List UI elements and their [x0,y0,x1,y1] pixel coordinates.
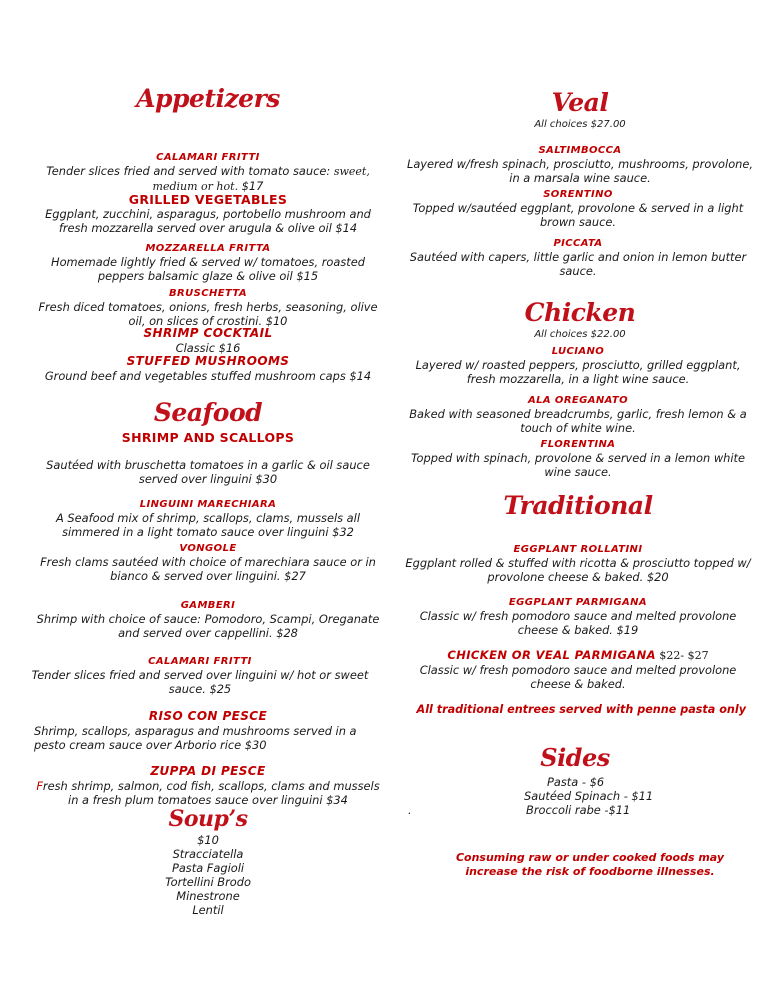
item-desc [30,779,386,807]
traditional-note [400,703,746,717]
item-desc: Fresh clams sautéed with choice of marechiara sauce or in bianco & served over linguini. $27 [40,555,376,583]
appetizer-mozzarella-fritta [30,242,386,283]
penne-pasta-note: All traditional entrees served with penne pasta only [416,703,746,716]
soups-heading: Soup’s [168,806,248,832]
item-desc: Topped with spinach, provolone & served in a lemon white wine sauce. [410,451,746,479]
item-name: LUCIANO [551,346,605,357]
seafood-zuppa-di-pesce [30,764,386,807]
item-desc: Shrimp, scallops, asparagus and mushrooms served in a pesto cream sauce over Arborio rice $30 [34,724,357,752]
soup-item: Pasta Fagioli [171,861,245,875]
seafood-calamari-fritti [30,655,370,696]
traditional-section [400,491,756,521]
item-name: RISO CON PESCE [148,709,268,723]
item-name: ALA OREGANATO [528,395,628,406]
soups-section [30,805,386,917]
sides-section [400,744,750,772]
item-price: $17 [238,179,264,193]
item-desc: Baked with seasoned breadcrumbs, garlic, fresh lemon & a touch of white wine. [409,407,747,435]
seafood-vongole [30,542,386,583]
seafood-linguini-marechiara [30,498,386,539]
seafood-gamberi [30,599,386,640]
appetizers-heading: Appetizers [136,84,280,113]
chicken-ala-oreganato [400,394,756,435]
item-name: CALAMARI FRITTI [156,152,260,163]
side-item-text: Broccoli rabe -$11 [526,803,631,817]
desc-text: Tender slices fried and served with tomato sauce: [46,164,334,178]
traditional-heading: Traditional [503,491,653,520]
desc-text: resh shrimp, salmon, cod fish, scallops, clams and mussels in a fresh plum tomatoes sauce over linguini $34 [42,779,380,807]
chicken-florentina [400,438,756,479]
appetizer-shrimp-cocktail [30,326,386,355]
item-desc: Sautéed with bruschetta tomatoes in a garlic & oil sauce served over linguini $30 [46,458,370,486]
veal-heading: Veal [551,88,609,117]
item-desc: Topped w/sautéed eggplant, provolone & served in a light brown sauce. [412,201,744,229]
veal-subtitle: All choices $27.00 [534,119,626,130]
item-desc [30,164,386,194]
stray-mark: . [408,803,412,817]
item-name: PICCATA [553,238,603,249]
seafood-shrimp-scallops [30,430,386,486]
appetizer-bruschetta [30,287,386,328]
item-name: STUFFED MUSHROOMS [126,354,290,368]
side-item: Sautéed Spinach - $11 [524,789,654,803]
soup-list [30,833,386,917]
item-name: GAMBERI [180,600,236,611]
soup-item: Minestrone [176,889,240,903]
item-desc: Layered w/fresh spinach, prosciutto, mushrooms, provolone, in a marsala wine sauce. [406,157,754,185]
sides-list [400,775,750,817]
item-desc: Fresh diced tomatoes, onions, fresh herbs, seasoning, olive oil, on slices of crostini. $10 [38,300,378,328]
item-desc: Ground beef and vegetables stuffed mushroom caps $14 [44,369,372,383]
desc-first-letter: F [36,779,43,793]
side-item: Pasta - $6 [547,775,605,789]
item-desc: Classic w/ fresh pomodoro sauce and melted provolone cheese & baked. $19 [419,609,737,637]
traditional-eggplant-rollatini [400,543,756,584]
item-desc: Eggplant, zucchini, asparagus, portobello mushroom and fresh mozzarella served over arugula & olive oil $14 [45,207,371,235]
chicken-heading: Chicken [524,298,636,327]
appetizer-calamari [30,151,386,194]
item-name: SALTIMBOCCA [538,145,622,156]
desc-serif-text: sweet, medium or hot. [152,165,370,193]
item-name: SHRIMP COCKTAIL [143,326,273,340]
item-desc: A Seafood mix of shrimp, scallops, clams, mussels all simmered in a light tomato sauce over linguini $32 [55,511,360,539]
item-name: MOZZARELLA FRITTA [145,243,271,254]
chicken-subtitle: All choices $22.00 [534,329,626,340]
item-name-text: CHICKEN OR VEAL PARMIGANA [447,648,656,662]
item-name: SORENTINO [543,189,613,200]
item-name: BRUSCHETTA [168,288,248,299]
appetizer-stuffed-mushrooms [30,354,386,383]
warning-text: Consuming raw or under cooked foods may increase the risk of foodborne illnesses. [455,851,725,878]
traditional-chicken-veal-parmigana [400,648,756,691]
seafood-riso-con-pesce [30,709,386,752]
item-name: EGGPLANT PARMIGANA [508,597,648,608]
appetizers-section [30,84,386,114]
soup-item: Lentil [192,903,224,917]
item-name: GRILLED VEGETABLES [128,192,288,207]
item-name: CALAMARI FRITTI [148,656,252,667]
traditional-eggplant-parmigana [400,596,756,637]
item-desc: Classic $16 [175,341,241,355]
item-name [400,648,756,663]
item-desc: Classic w/ fresh pomodoro sauce and melted provolone cheese & baked. [419,663,737,691]
veal-saltimbocca [400,144,760,185]
item-name: SHRIMP AND SCALLOPS [121,430,295,445]
veal-sorentino [400,188,756,229]
item-name: FLORENTINA [540,439,616,450]
foodborne-warning [440,851,740,879]
soup-item: Tortellini Brodo [165,875,251,889]
veal-piccata [400,237,756,278]
soup-item: Stracciatella [172,847,244,861]
item-desc: Shrimp with choice of sauce: Pomodoro, Scampi, Oreganate and served over cappellini. $28 [36,612,380,640]
sides-heading: Sides [540,743,610,772]
item-desc: Tender slices fried and served over linguini w/ hot or sweet sauce. $25 [31,668,369,696]
chicken-luciano [400,345,756,386]
veal-section [400,88,760,131]
side-item [400,803,750,817]
appetizer-grilled-vegetables [30,192,386,235]
seafood-heading: Seafood [153,398,263,427]
item-desc: Eggplant rolled & stuffed with ricotta & prosciutto topped w/ provolone cheese & baked. $20 [405,556,751,584]
item-desc: Sautéed with capers, little garlic and onion in lemon butter sauce. [409,250,747,278]
item-name: VONGOLE [179,543,237,554]
item-price: $22- $27 [655,649,709,662]
item-desc: Homemade lightly fried & served w/ tomatoes, roasted peppers balsamic glaze & olive oil $15 [51,255,365,283]
soup-price: $10 [197,833,219,847]
seafood-section [30,398,386,428]
item-name: LINGUINI MARECHIARA [139,499,277,510]
item-name: EGGPLANT ROLLATINI [513,544,643,555]
chicken-section [400,298,760,341]
item-name: ZUPPA DI PESCE [150,764,266,778]
item-desc: Layered w/ roasted peppers, prosciutto, grilled eggplant, fresh mozzarella, in a light wine sauce. [415,358,741,386]
